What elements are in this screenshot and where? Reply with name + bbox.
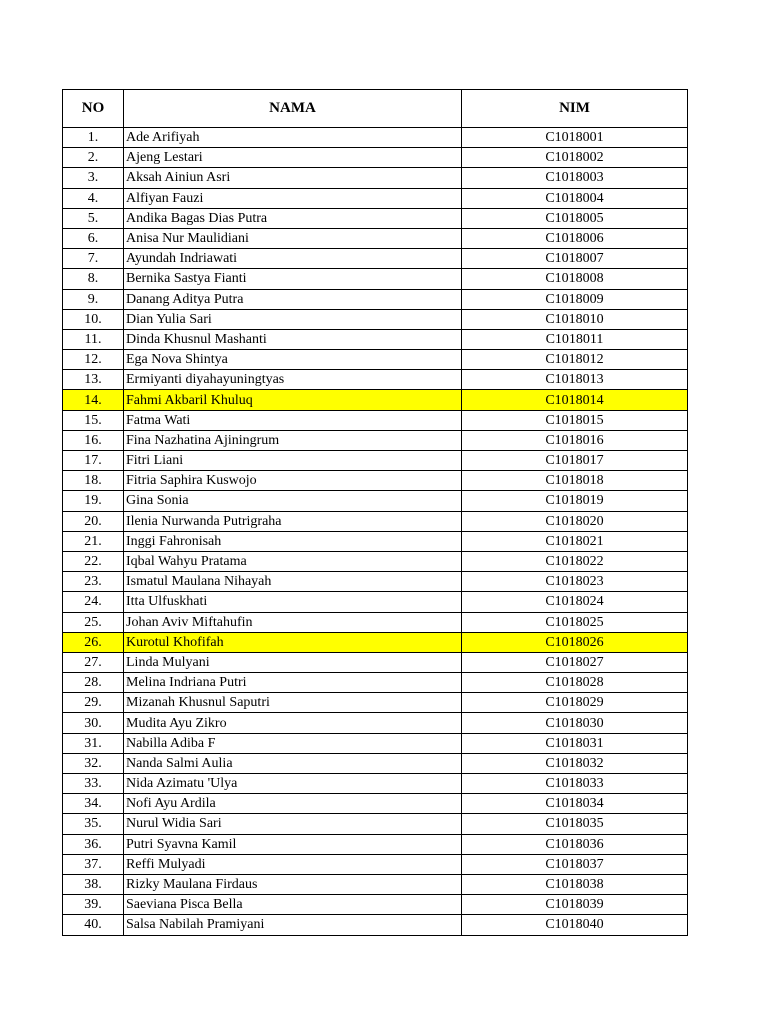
student-name: Kurotul Khofifah <box>124 632 462 652</box>
student-name: Saeviana Pisca Bella <box>124 895 462 915</box>
table-row <box>63 551 688 571</box>
row-number: 30. <box>63 713 124 733</box>
student-nim: C1018005 <box>462 208 688 228</box>
table-row <box>63 451 688 471</box>
table-row <box>63 652 688 672</box>
student-nim: C1018012 <box>462 350 688 370</box>
row-number: 11. <box>63 329 124 349</box>
row-number: 2. <box>63 148 124 168</box>
student-nim: C1018021 <box>462 531 688 551</box>
table-row <box>63 410 688 430</box>
row-number: 31. <box>63 733 124 753</box>
student-name: Itta Ulfuskhati <box>124 592 462 612</box>
student-name: Dinda Khusnul Mashanti <box>124 329 462 349</box>
row-number: 16. <box>63 430 124 450</box>
row-number: 39. <box>63 895 124 915</box>
row-number: 10. <box>63 309 124 329</box>
header-row <box>63 90 688 128</box>
student-nim: C1018037 <box>462 854 688 874</box>
student-name: Nanda Salmi Aulia <box>124 753 462 773</box>
student-nim: C1018030 <box>462 713 688 733</box>
row-number: 23. <box>63 572 124 592</box>
row-number: 33. <box>63 774 124 794</box>
student-nim: C1018033 <box>462 774 688 794</box>
student-name: Fatma Wati <box>124 410 462 430</box>
table-row <box>63 915 688 935</box>
student-nim: C1018013 <box>462 370 688 390</box>
table-row <box>63 370 688 390</box>
row-number: 38. <box>63 874 124 894</box>
row-number: 21. <box>63 531 124 551</box>
student-name: Ajeng Lestari <box>124 148 462 168</box>
student-name: Danang Aditya Putra <box>124 289 462 309</box>
student-name: Ega Nova Shintya <box>124 350 462 370</box>
student-name: Putri Syavna Kamil <box>124 834 462 854</box>
student-name: Dian Yulia Sari <box>124 309 462 329</box>
table-row <box>63 693 688 713</box>
student-nim: C1018025 <box>462 612 688 632</box>
table-row <box>63 753 688 773</box>
row-number: 36. <box>63 834 124 854</box>
row-number: 24. <box>63 592 124 612</box>
table-row <box>63 511 688 531</box>
student-nim: C1018022 <box>462 551 688 571</box>
student-nim: C1018027 <box>462 652 688 672</box>
student-nim: C1018001 <box>462 128 688 148</box>
table-row <box>63 128 688 148</box>
table-row <box>63 289 688 309</box>
table-row <box>63 430 688 450</box>
student-name: Nida Azimatu 'Ulya <box>124 774 462 794</box>
student-name: Anisa Nur Maulidiani <box>124 228 462 248</box>
row-number: 27. <box>63 652 124 672</box>
row-number: 1. <box>63 128 124 148</box>
table-row <box>63 188 688 208</box>
row-number: 26. <box>63 632 124 652</box>
student-name: Gina Sonia <box>124 491 462 511</box>
student-nim: C1018002 <box>462 148 688 168</box>
row-number: 8. <box>63 269 124 289</box>
table-body <box>63 128 688 936</box>
row-number: 25. <box>63 612 124 632</box>
student-nim: C1018017 <box>462 451 688 471</box>
row-number: 12. <box>63 350 124 370</box>
student-nim: C1018015 <box>462 410 688 430</box>
header-no: NO <box>63 90 124 128</box>
student-name: Aksah Ainiun Asri <box>124 168 462 188</box>
table-row <box>63 208 688 228</box>
student-nim: C1018011 <box>462 329 688 349</box>
student-nim: C1018004 <box>462 188 688 208</box>
student-nim: C1018020 <box>462 511 688 531</box>
student-name: Melina Indriana Putri <box>124 673 462 693</box>
student-nim: C1018039 <box>462 895 688 915</box>
row-number: 20. <box>63 511 124 531</box>
row-number: 7. <box>63 249 124 269</box>
student-nim: C1018026 <box>462 632 688 652</box>
table-row <box>63 834 688 854</box>
table-row <box>63 814 688 834</box>
student-name: Mudita Ayu Zikro <box>124 713 462 733</box>
student-name: Fitri Liani <box>124 451 462 471</box>
row-number: 22. <box>63 551 124 571</box>
table-row <box>63 612 688 632</box>
table-row <box>63 673 688 693</box>
table-row <box>63 148 688 168</box>
row-number: 34. <box>63 794 124 814</box>
table-row <box>63 774 688 794</box>
student-nim: C1018010 <box>462 309 688 329</box>
table-header <box>63 90 688 128</box>
row-number: 28. <box>63 673 124 693</box>
header-nama: NAMA <box>124 90 462 128</box>
student-name: Fina Nazhatina Ajiningrum <box>124 430 462 450</box>
student-name: Bernika Sastya Fianti <box>124 269 462 289</box>
table-row <box>63 592 688 612</box>
student-name: Reffi Mulyadi <box>124 854 462 874</box>
student-name: Linda Mulyani <box>124 652 462 672</box>
student-name: Rizky Maulana Firdaus <box>124 874 462 894</box>
student-name: Inggi Fahronisah <box>124 531 462 551</box>
student-name: Alfiyan Fauzi <box>124 188 462 208</box>
student-nim: C1018038 <box>462 874 688 894</box>
student-nim: C1018032 <box>462 753 688 773</box>
row-number: 37. <box>63 854 124 874</box>
student-nim: C1018023 <box>462 572 688 592</box>
student-name: Johan Aviv Miftahufin <box>124 612 462 632</box>
row-number: 4. <box>63 188 124 208</box>
row-number: 13. <box>63 370 124 390</box>
student-nim: C1018034 <box>462 794 688 814</box>
student-name: Ade Arifiyah <box>124 128 462 148</box>
table-row <box>63 249 688 269</box>
table-row <box>63 874 688 894</box>
table-row <box>63 572 688 592</box>
student-name: Mizanah Khusnul Saputri <box>124 693 462 713</box>
student-nim: C1018036 <box>462 834 688 854</box>
table-row <box>63 895 688 915</box>
student-nim: C1018009 <box>462 289 688 309</box>
student-name: Ayundah Indriawati <box>124 249 462 269</box>
row-number: 35. <box>63 814 124 834</box>
table-row <box>63 390 688 410</box>
table-row <box>63 309 688 329</box>
row-number: 5. <box>63 208 124 228</box>
student-nim: C1018028 <box>462 673 688 693</box>
row-number: 9. <box>63 289 124 309</box>
table-row <box>63 491 688 511</box>
student-nim: C1018008 <box>462 269 688 289</box>
student-nim: C1018029 <box>462 693 688 713</box>
table-row <box>63 350 688 370</box>
row-number: 19. <box>63 491 124 511</box>
row-number: 17. <box>63 451 124 471</box>
student-name: Salsa Nabilah Pramiyani <box>124 915 462 935</box>
student-table <box>62 89 688 936</box>
student-name: Ermiyanti diyahayuningtyas <box>124 370 462 390</box>
table-row <box>63 632 688 652</box>
table-row <box>63 713 688 733</box>
student-name: Nofi Ayu Ardila <box>124 794 462 814</box>
table-row <box>63 168 688 188</box>
student-nim: C1018003 <box>462 168 688 188</box>
student-nim: C1018019 <box>462 491 688 511</box>
student-name: Fahmi Akbaril Khuluq <box>124 390 462 410</box>
table-row <box>63 854 688 874</box>
row-number: 3. <box>63 168 124 188</box>
row-number: 14. <box>63 390 124 410</box>
row-number: 6. <box>63 228 124 248</box>
student-name: Ilenia Nurwanda Putrigraha <box>124 511 462 531</box>
student-name: Nabilla Adiba F <box>124 733 462 753</box>
student-name: Ismatul Maulana Nihayah <box>124 572 462 592</box>
table-row <box>63 471 688 491</box>
row-number: 29. <box>63 693 124 713</box>
table-row <box>63 269 688 289</box>
student-nim: C1018014 <box>462 390 688 410</box>
student-name: Fitria Saphira Kuswojo <box>124 471 462 491</box>
row-number: 32. <box>63 753 124 773</box>
table-row <box>63 531 688 551</box>
student-name: Andika Bagas Dias Putra <box>124 208 462 228</box>
table-row <box>63 733 688 753</box>
student-nim: C1018016 <box>462 430 688 450</box>
student-nim: C1018031 <box>462 733 688 753</box>
student-name: Iqbal Wahyu Pratama <box>124 551 462 571</box>
header-nim: NIM <box>462 90 688 128</box>
student-nim: C1018018 <box>462 471 688 491</box>
student-nim: C1018006 <box>462 228 688 248</box>
row-number: 18. <box>63 471 124 491</box>
student-nim: C1018040 <box>462 915 688 935</box>
student-nim: C1018035 <box>462 814 688 834</box>
student-nim: C1018007 <box>462 249 688 269</box>
table-row <box>63 329 688 349</box>
table-row <box>63 228 688 248</box>
row-number: 15. <box>63 410 124 430</box>
student-nim: C1018024 <box>462 592 688 612</box>
row-number: 40. <box>63 915 124 935</box>
student-name: Nurul Widia Sari <box>124 814 462 834</box>
table-row <box>63 794 688 814</box>
